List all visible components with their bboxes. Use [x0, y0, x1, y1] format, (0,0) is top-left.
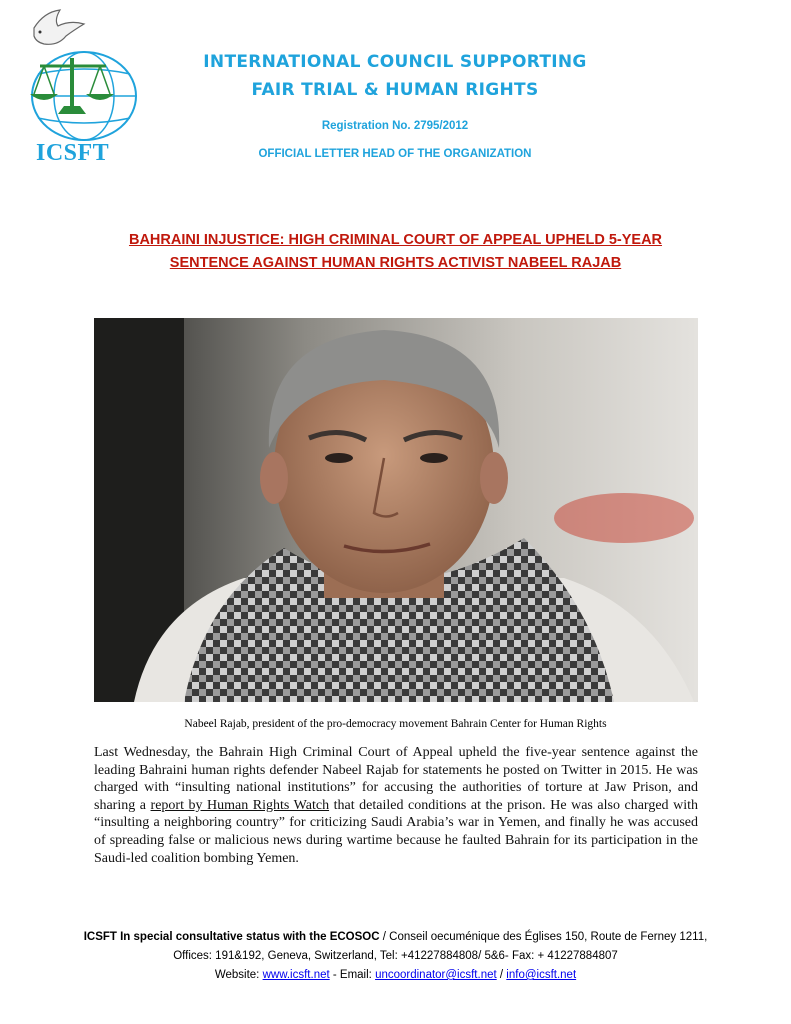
email-link-info[interactable]: info@icsft.net [506, 969, 577, 981]
hrw-report-link[interactable]: report by Human Rights Watch [150, 797, 330, 813]
footer-email-label: - Email: [329, 969, 376, 981]
letterhead-label: OFFICIAL LETTER HEAD OF THE ORGANIZATION [258, 148, 532, 160]
portrait-photo [94, 318, 698, 702]
body-text-part1: Last Wednesday, the Bahrain High Criminal Court of Appeal upheld the five-year sentence against the leading Bahraini human rights defender Nabeel Rajab for statements he posted on Twitter in 2015. He was charged with “insulting national institutions” for accusing the authorities of torture at Jaw Prison, and sharing a [94, 745, 698, 813]
headline-line2: SENTENCE AGAINST HUMAN RIGHTS ACTIVIST NABEEL RAJAB [169, 255, 622, 271]
email-link-uncoordinator[interactable]: uncoordinator@icsft.net [375, 969, 497, 981]
footer-status: ICSFT In special consultative status with the ECOSOC [83, 931, 380, 943]
org-title-line1: INTERNATIONAL COUNCIL SUPPORTING [203, 52, 587, 72]
article-body [94, 744, 698, 867]
org-title-line2: FAIR TRIAL & HUMAN RIGHTS [251, 80, 539, 100]
registration-number: Registration No. 2795/2012 [321, 120, 469, 132]
dove-scales-globe-icon [14, 6, 144, 146]
footer-website-label: Website: [214, 969, 263, 981]
footer [70, 928, 721, 985]
portrait-image [94, 318, 698, 702]
body-text-part2: that detailed conditions at the prison. He was also charged with “insulting a neighboring country” for criticizing Saudi Arabia’s war in Yemen, and finally he was accused of spreading false or malicious news during wartime because he faulted Bahrain for its participation in the Saudi-led coalition bombing Yemen. [94, 797, 698, 866]
photo-caption: Nabeel Rajab, president of the pro-democracy movement Bahrain Center for Human Rights [184, 718, 607, 730]
footer-separator: / [496, 969, 507, 981]
website-link[interactable]: www.icsft.net [262, 969, 330, 981]
footer-address: / Conseil oecuménique des Églises 150, Route de Ferney 1211, Offices: 191&192, Geneva, Switzerland, Tel: +41227884808/ 5&6- Fax: + 41227884807 [173, 931, 708, 962]
headline-line1: BAHRAINI INJUSTICE: HIGH CRIMINAL COURT OF APPEAL UPHELD 5-YEAR [128, 232, 663, 248]
logo-text: ICSFT [36, 140, 110, 166]
